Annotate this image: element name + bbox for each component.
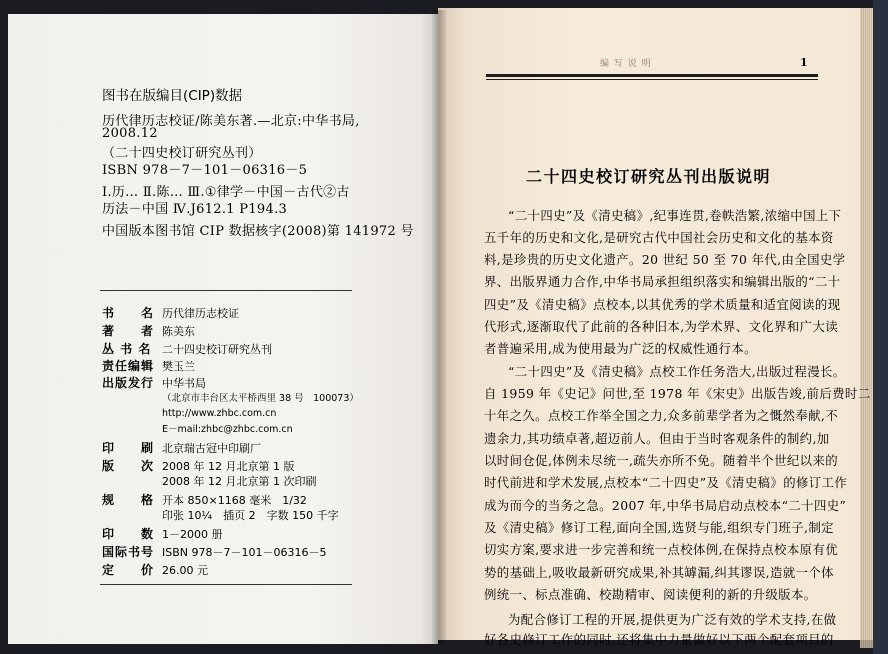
info-row: 责任编辑 樊玉兰 bbox=[102, 359, 195, 373]
cip-line: 历代律历志校证/陈美东著.—北京:中华书局, bbox=[102, 114, 360, 129]
body-line: 时代前进和学术发展,点校本“二十四史”及《清史稿》的修订工作 bbox=[484, 475, 848, 490]
info-row: 印 数 1－2000 册 bbox=[102, 527, 223, 541]
body-line: 例统一、标点准确、校勘精审、阅读便利的新的升级版本。 bbox=[484, 587, 817, 602]
info-row: 书 名 历代律历志校证 bbox=[102, 306, 239, 320]
info-row: 丛 书 名 二十四史校订研究丛刊 bbox=[102, 342, 272, 356]
body-line: 五千年的历史和文化,是研究古代中国社会历史和文化的基本资 bbox=[484, 230, 834, 245]
body-line: 界、出版界通力合作,中华书局承担组织落实和编辑出版的“二十 bbox=[484, 274, 841, 289]
divider bbox=[100, 290, 352, 291]
body-line: 好各史修订工作的同时,还将集中力量做好以下两个配套项目的 bbox=[484, 632, 834, 647]
body-line: 者普遍采用,成为使用最为广泛的权威性通行本。 bbox=[484, 341, 757, 356]
body-line: 代形式,逐渐取代了此前的各种旧本,为学术界、文化界和广大读 bbox=[484, 319, 839, 334]
body-line: 十年之久。点校工作举全国之力,众多前辈学者为之慨然奉献,不 bbox=[484, 408, 839, 423]
body-line: “二十四史”及《清史稿》,纪事连贯,卷帙浩繁,浓缩中国上下 bbox=[508, 208, 842, 223]
info-row: 印 刷 北京瑞古冠中印刷厂 bbox=[102, 441, 261, 455]
body-line: “二十四史”及《清史稿》点校工作任务浩大,出版过程漫长。 bbox=[508, 364, 846, 379]
body-line: 势的基础上,吸收最新研究成果,补其罅漏,纠其谬误,造就一个体 bbox=[484, 565, 834, 580]
body-line: 料,是珍贵的历史文化遗产。20 世纪 50 至 70 年代,由全国史学 bbox=[484, 252, 846, 267]
info-row: 版 次 2008 年 12 月北京第 1 版 bbox=[102, 459, 295, 473]
running-head: 编 写 说 明 bbox=[600, 59, 652, 69]
body-line: 成为而今的当务之急。2007 年,中华书局启动点校本“二十四史” bbox=[484, 498, 847, 513]
body-line: 切实方案,要求进一步完善和统一点校体例,在保持点校本原有优 bbox=[484, 542, 839, 557]
body-line: 及《清史稿》修订工程,面向全国,选贤与能,组织专门班子,制定 bbox=[484, 520, 834, 535]
divider bbox=[100, 584, 352, 585]
body-line: 四史”及《清史稿》点校本,以其优秀的学术质量和适宜阅读的现 bbox=[484, 297, 841, 312]
info-row: 著 者 陈美东 bbox=[102, 324, 195, 338]
info-row: E－mail:zhbc@zhbc.com.cn bbox=[162, 424, 293, 435]
info-row: （北京市丰台区太平桥西里 38 号 100073） bbox=[162, 393, 359, 404]
header-rule bbox=[486, 74, 818, 77]
cip-line: 历法－中国 Ⅳ.J612.1 P194.3 bbox=[102, 202, 288, 217]
info-row: http://www.zhbc.com.cn bbox=[162, 408, 277, 419]
book-gutter bbox=[432, 10, 446, 644]
back-cover-edge bbox=[873, 0, 888, 654]
info-row: 印张 10¼ 插页 2 字数 150 千字 bbox=[162, 509, 339, 522]
page-number: 1 bbox=[800, 56, 808, 69]
body-line: 遗余力,其功绩卓著,超迈前人。但由于当时客观条件的制约,加 bbox=[484, 431, 830, 446]
info-row: 2008 年 12 月北京第 1 次印刷 bbox=[162, 475, 317, 488]
chapter-title: 二十四史校订研究丛刊出版说明 bbox=[526, 167, 772, 186]
cip-line: 中国版本图书馆 CIP 数据核字(2008)第 141972 号 bbox=[102, 224, 414, 239]
body-line: 以时间仓促,体例未尽统一,疏失亦所不免。随着半个世纪以来的 bbox=[484, 453, 839, 468]
cip-line: ISBN 978－7－101－06316－5 bbox=[102, 163, 308, 178]
cip-line: （二十四史校订研究丛刊） bbox=[102, 146, 262, 161]
body-line: 为配合修订工程的开展,提供更为广泛有效的学术支持,在做 bbox=[508, 612, 837, 627]
header-rule bbox=[486, 79, 818, 80]
info-row: 国际书号 ISBN 978－7－101－06316－5 bbox=[102, 545, 327, 559]
info-row: 定 价 26.00 元 bbox=[102, 563, 208, 577]
cip-line: Ⅰ.历… Ⅱ.陈… Ⅲ.①律学－中国－古代②古 bbox=[102, 185, 350, 200]
cip-line: 2008.12 bbox=[102, 126, 158, 141]
info-row: 规 格 开本 850×1168 毫米 1/32 bbox=[102, 493, 307, 507]
cip-heading: 图书在版编目(CIP)数据 bbox=[102, 88, 243, 104]
info-row: 出版发行 中华书局 bbox=[102, 376, 206, 390]
body-line: 自 1959 年《史记》问世,至 1978 年《宋史》出版告竣,前后费时二 bbox=[484, 386, 871, 401]
